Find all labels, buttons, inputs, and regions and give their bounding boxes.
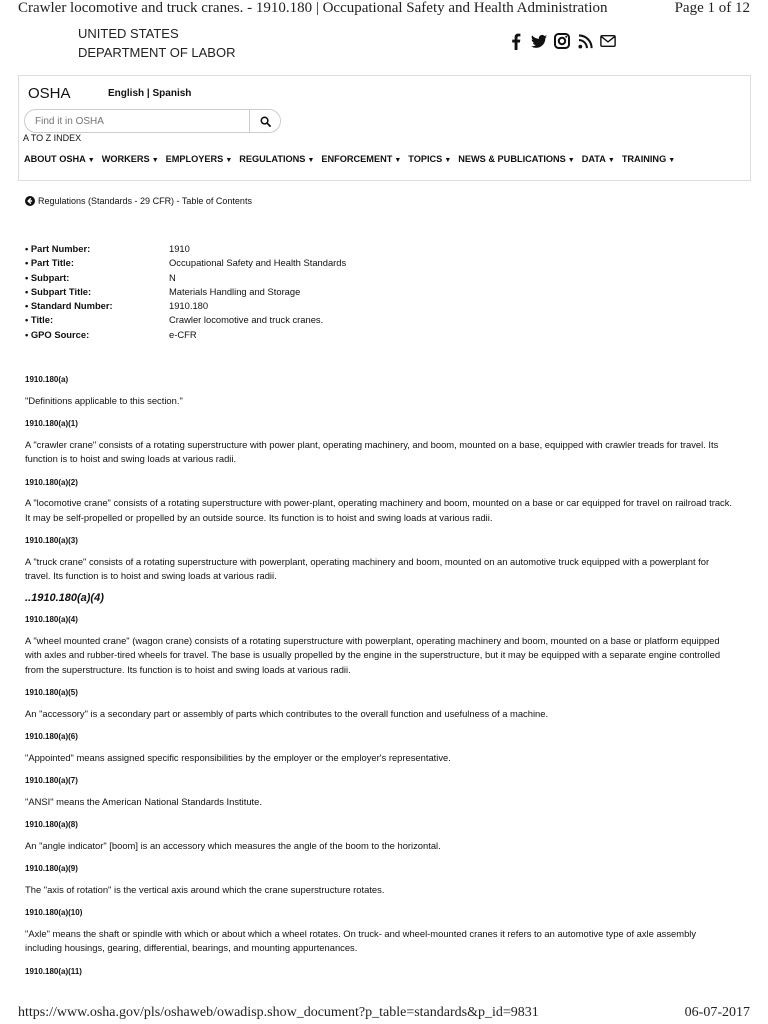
meta-row: [25, 286, 346, 300]
regulation-content: [25, 373, 735, 985]
section-text: "Appointed" means assigned specific responsibilities by the employer or the employer's representative.: [25, 751, 451, 763]
meta-value: 1910.180: [169, 300, 209, 312]
breadcrumb-text: Regulations (Standards - 29 CFR) - Table of Contents: [38, 196, 252, 206]
caret-down-icon: ▼: [394, 157, 402, 164]
section-id: 1910.180(a)(8): [25, 820, 78, 829]
rss-icon[interactable]: [577, 32, 593, 50]
nav-enforcement[interactable]: ENFORCEMENT ▼: [321, 154, 402, 164]
nav-training[interactable]: TRAINING ▼: [621, 154, 676, 164]
section-text: A "locomotive crane" consists of a rotating superstructure with power-plant, operating machinery and boom, mounted on a base or car equipped for travel on railroad track. It may be self-propelled or propelled by an outside source. Its function is to hoist and swing loads at various radii.: [25, 497, 733, 523]
search-box: [24, 109, 281, 133]
circle-arrow-left-icon: [25, 196, 35, 206]
print-footer-date: 06-07-2017: [684, 1005, 750, 1020]
meta-label: • Subpart:: [25, 271, 70, 283]
a-to-z-index-link[interactable]: A TO Z INDEX: [23, 133, 82, 143]
section-text: A "wheel mounted crane" (wagon crane) consists of a rotating superstructure with powerplant, operating machinery and boom, mounted on a base or platform equipped with axles and rubber-tired wheels for travel. The base is usually propelled by the engine in the superstructure, but it may be equipped with a separate engine controlled from the superstructure. Its function is to hoist and swing loads at various radii.: [25, 634, 721, 675]
dept-line-1: UNITED STATES: [78, 26, 179, 41]
standard-metadata: [25, 243, 346, 343]
section-text: "Axle" means the shaft or spindle with which or about which a wheel rotates. On truck- and wheel-mounted cranes it refers to an automotive type of axle assembly including housings, gearing, differential, bearings, and mounting appurtenances.: [25, 927, 697, 953]
instagram-icon[interactable]: [554, 32, 570, 50]
section-text: A "truck crane" consists of a rotating superstructure with powerplant, operating machinery and boom, mounted on an automotive truck equipped with a powerplant for travel. Its function is to hoist and swing loads at various radii.: [25, 555, 710, 581]
meta-row: [25, 314, 346, 328]
section-id: 1910.180(a)(3): [25, 536, 78, 545]
nav-about-osha[interactable]: ABOUT OSHA ▼: [24, 154, 95, 164]
language-english-link[interactable]: English: [108, 88, 145, 99]
meta-row: [25, 257, 346, 271]
osha-logo[interactable]: OSHA: [28, 85, 71, 102]
caret-down-icon: ▼: [668, 157, 676, 164]
section-text: An "angle indicator" [boom] is an accessory which measures the angle of the boom to the horizontal.: [25, 839, 441, 851]
meta-value[interactable]: e-CFR: [169, 328, 197, 340]
breadcrumb[interactable]: [25, 196, 252, 206]
search-icon: [260, 116, 271, 127]
meta-value: N: [169, 271, 176, 283]
meta-value: Materials Handling and Storage: [169, 285, 301, 297]
language-switcher: [108, 88, 191, 99]
section-text: "Definitions applicable to this section.": [25, 394, 183, 406]
section-id: 1910.180(a)(10): [25, 908, 83, 917]
social-links: [508, 32, 616, 50]
nav-workers[interactable]: WORKERS ▼: [101, 154, 159, 164]
section-text: An "accessory" is a secondary part or assembly of parts which contributes to the overall function and usefulness of a machine.: [25, 707, 549, 719]
meta-row: [25, 243, 346, 257]
caret-down-icon: ▼: [225, 157, 233, 164]
meta-label: • Subpart Title:: [25, 285, 92, 297]
meta-value: 1910: [169, 243, 190, 254]
section-id: 1910.180(a)(5): [25, 688, 78, 697]
main-nav: [24, 154, 675, 164]
caret-down-icon: ▼: [567, 157, 575, 164]
meta-row: [25, 300, 346, 314]
nav-topics[interactable]: TOPICS ▼: [408, 154, 452, 164]
section-id: 1910.180(a)(11): [25, 966, 82, 976]
caret-down-icon: ▼: [151, 157, 159, 164]
section-id: 1910.180(a): [25, 375, 69, 384]
caret-down-icon: ▼: [307, 157, 315, 164]
meta-label: • GPO Source:: [25, 328, 90, 340]
section-id: 1910.180(a)(7): [25, 776, 78, 785]
meta-label: • Standard Number:: [25, 300, 113, 312]
caret-down-icon: ▼: [607, 157, 615, 164]
caret-down-icon: ▼: [87, 157, 95, 164]
section-id: 1910.180(a)(4): [25, 615, 78, 624]
meta-row: [25, 272, 346, 286]
dept-line-2: DEPARTMENT OF LABOR: [78, 45, 236, 60]
print-page-number: Page 1 of 12: [674, 0, 750, 16]
language-spanish-link[interactable]: Spanish: [152, 88, 192, 99]
print-footer-url: https://www.osha.gov/pls/oshaweb/owadisp.show_document?p_table=standards&p_id=9831: [18, 1005, 539, 1020]
nav-employers[interactable]: EMPLOYERS ▼: [165, 154, 233, 164]
meta-value: Crawler locomotive and truck cranes.: [169, 314, 324, 326]
search-button[interactable]: [249, 110, 280, 132]
facebook-icon[interactable]: [508, 32, 524, 50]
section-id: 1910.180(a)(6): [25, 732, 78, 741]
section-text: "ANSI" means the American National Standards Institute.: [25, 795, 262, 807]
section-id: 1910.180(a)(2): [25, 477, 78, 487]
meta-label: • Part Number:: [25, 243, 91, 254]
email-icon[interactable]: [600, 32, 616, 50]
meta-label: • Part Title:: [25, 257, 74, 269]
section-text: The "axis of rotation" is the vertical axis around which the crane superstructure rotates.: [25, 883, 385, 895]
section-id: 1910.180(a)(9): [25, 864, 78, 873]
search-input[interactable]: [33, 113, 247, 130]
section-anchor: ..1910.180(a)(4): [25, 591, 104, 604]
nav-regulations[interactable]: REGULATIONS ▼: [239, 154, 315, 164]
site-header: [18, 75, 751, 181]
meta-label: • Title:: [25, 314, 54, 326]
department-of-labor-logo[interactable]: [78, 24, 235, 62]
nav-news-publications[interactable]: NEWS & PUBLICATIONS ▼: [458, 154, 575, 164]
section-id: 1910.180(a)(1): [25, 419, 78, 428]
caret-down-icon: ▼: [444, 157, 452, 164]
nav-data[interactable]: DATA ▼: [581, 154, 615, 164]
print-page-title: Crawler locomotive and truck cranes. - 1910.180 | Occupational Safety and Health Administration: [18, 0, 608, 16]
print-header: [0, 0, 768, 22]
twitter-icon[interactable]: [531, 32, 547, 50]
section-text: A "crawler crane" consists of a rotating superstructure with power plant, operating machinery, and boom, mounted on a base, equipped with crawler treads for travel. Its function is to hoist and swing loads at various radii.: [25, 438, 719, 464]
meta-value: Occupational Safety and Health Standards: [169, 257, 347, 269]
meta-row: [25, 329, 346, 343]
language-separator: |: [146, 88, 150, 99]
